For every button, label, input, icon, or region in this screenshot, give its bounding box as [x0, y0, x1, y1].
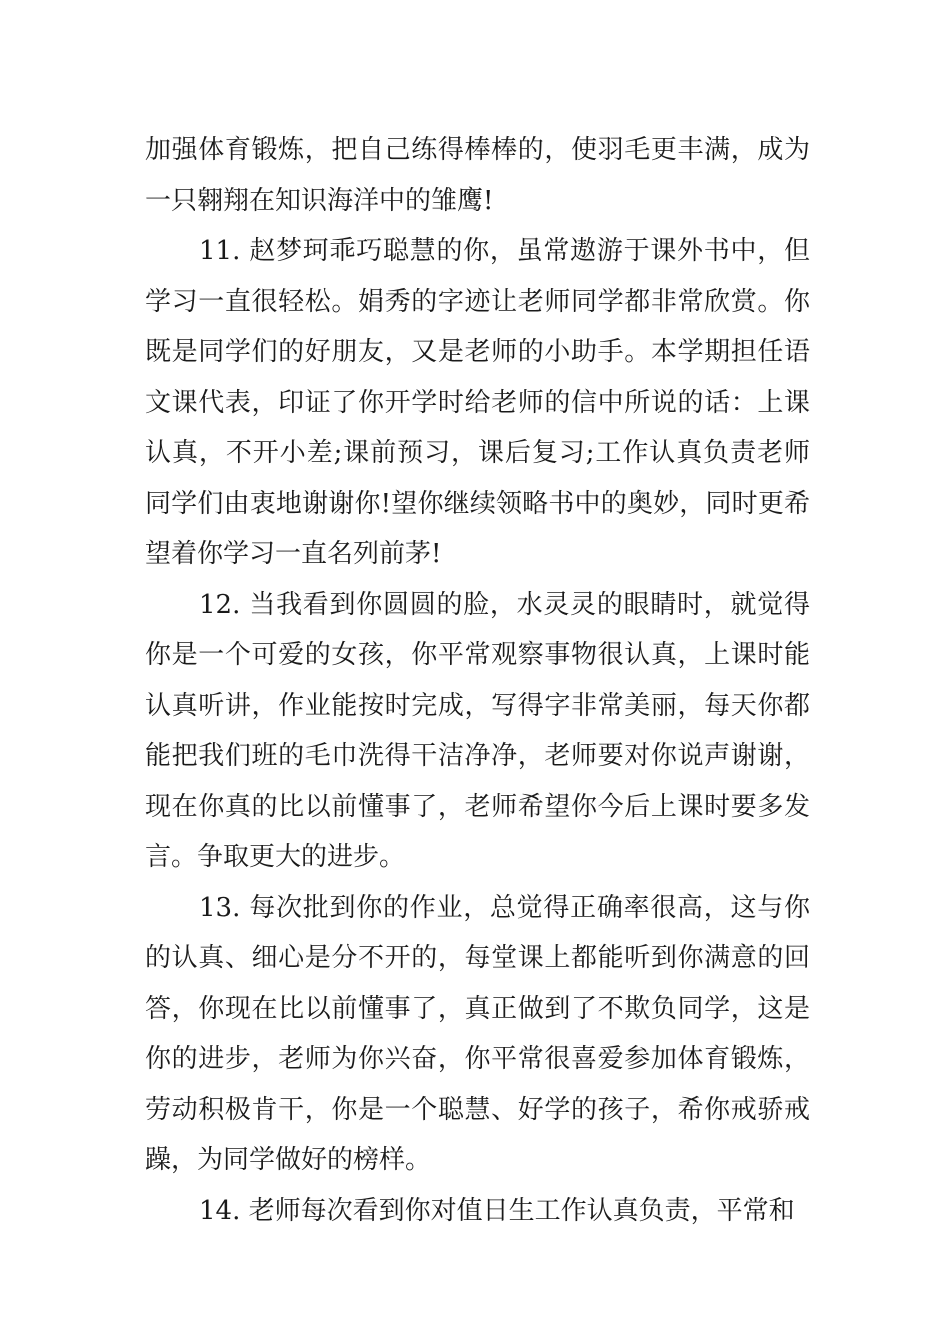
paragraph-comment-12: 12. 当我看到你圆圆的脸，水灵灵的眼睛时，就觉得你是一个可爱的女孩，你平常观察事物很认真，上课时能认真听讲，作业能按时完成，写得字非常美丽，每天你都能把我们班的毛巾洗得干洁净净，老师要对你说声谢谢，现在你真的比以前懂事了，老师希望你今后上课时要多发言。争取更大的进步。 [145, 589, 810, 872]
paragraph-comment-14: 14. 老师每次看到你对值日生工作认真负责，平常和 [199, 1195, 795, 1226]
paragraph-comment-13: 13. 每次批到你的作业，总觉得正确率很高，这与你的认真、细心是分不开的，每堂课上都能听到你满意的回答，你现在比以前懂事了，真正做到了不欺负同学，这是你的进步，老师为你兴奋，你平常很喜爱参加体育锻炼，劳动积极肯干，你是一个聪慧、好学的孩子，希你戒骄戒躁，为同学做好的榜样。 [145, 892, 810, 1175]
paragraph-continuation: 加强体育锻炼，把自己练得棒棒的，使羽毛更丰满，成为一只翱翔在知识海洋中的雏鹰! [145, 135, 810, 216]
document-body [145, 125, 810, 1236]
paragraph-comment-11: 11. 赵梦珂乖巧聪慧的你，虽常遨游于课外书中，但学习一直很轻松。娟秀的字迹让老师同学都非常欣赏。你既是同学们的好朋友，又是老师的小助手。本学期担任语文课代表，印证了你开学时给老师的信中所说的话：上课认真，不开小差;课前预习，课后复习;工作认真负责老师同学们由衷地谢谢你!望你继续领略书中的奥妙，同时更希望着你学习一直名列前茅! [145, 236, 810, 569]
